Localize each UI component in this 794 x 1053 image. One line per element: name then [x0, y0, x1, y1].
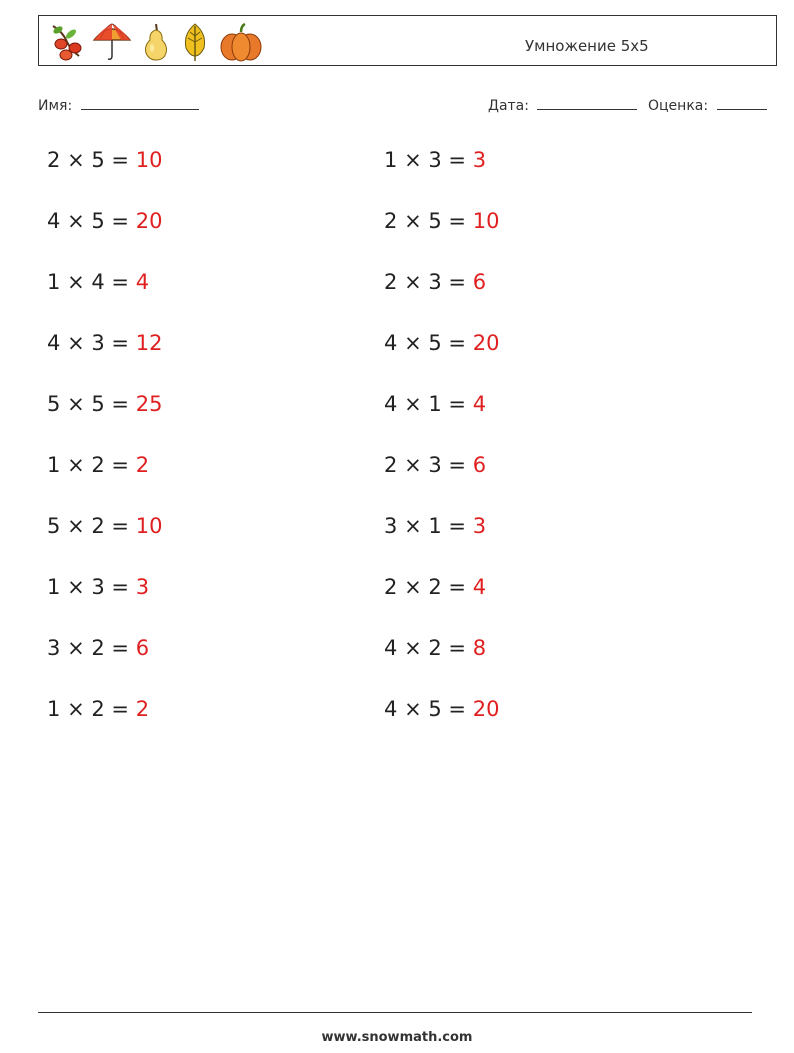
operand-a: 4	[47, 331, 61, 355]
times-sign: ×	[404, 331, 422, 355]
times-sign: ×	[404, 636, 422, 660]
problem-left-10	[47, 697, 149, 721]
operand-a: 3	[384, 514, 398, 538]
operand-a: 1	[47, 453, 61, 477]
equals-sign: =	[111, 697, 130, 721]
operand-b: 2	[428, 636, 442, 660]
answer: 2	[135, 453, 150, 477]
times-sign: ×	[67, 697, 85, 721]
equals-sign: =	[448, 392, 467, 416]
equals-sign: =	[111, 636, 130, 660]
problem-right-9	[384, 636, 486, 660]
problem-left-8	[47, 575, 149, 599]
operand-a: 3	[47, 636, 61, 660]
name-field	[38, 95, 199, 114]
operand-b: 2	[91, 636, 105, 660]
operand-b: 3	[428, 270, 442, 294]
times-sign: ×	[404, 575, 422, 599]
operand-a: 4	[384, 331, 398, 355]
problem-left-3	[47, 270, 149, 294]
times-sign: ×	[67, 636, 85, 660]
times-sign: ×	[67, 453, 85, 477]
operand-a: 2	[384, 270, 398, 294]
grade-blank	[717, 95, 767, 110]
worksheet-title: Умножение 5x5	[525, 37, 649, 55]
operand-a: 4	[384, 636, 398, 660]
equals-sign: =	[111, 392, 130, 416]
operand-a: 2	[384, 209, 398, 233]
equals-sign: =	[111, 270, 130, 294]
answer: 10	[135, 514, 163, 538]
equals-sign: =	[111, 209, 130, 233]
operand-b: 3	[428, 148, 442, 172]
problem-left-2	[47, 209, 162, 233]
answer: 3	[472, 148, 487, 172]
operand-a: 4	[384, 392, 398, 416]
operand-b: 1	[428, 392, 442, 416]
operand-b: 3	[91, 575, 105, 599]
operand-b: 5	[428, 331, 442, 355]
operand-a: 1	[47, 697, 61, 721]
equals-sign: =	[448, 270, 467, 294]
equals-sign: =	[111, 148, 130, 172]
equals-sign: =	[448, 209, 467, 233]
answer: 10	[472, 209, 500, 233]
grade-label: Оценка:	[648, 98, 709, 114]
problem-right-5	[384, 392, 486, 416]
footer-url: www.snowmath.com	[321, 1030, 473, 1045]
equals-sign: =	[111, 514, 130, 538]
problem-left-5	[47, 392, 162, 416]
operand-b: 1	[428, 514, 442, 538]
date-field	[488, 95, 637, 114]
operand-a: 4	[384, 697, 398, 721]
problem-left-1	[47, 148, 162, 172]
answer: 25	[135, 392, 163, 416]
times-sign: ×	[67, 575, 85, 599]
operand-a: 1	[384, 148, 398, 172]
answer: 12	[135, 331, 163, 355]
name-blank	[81, 95, 199, 110]
grade-field	[648, 95, 767, 114]
times-sign: ×	[404, 392, 422, 416]
answer: 3	[472, 514, 487, 538]
times-sign: ×	[404, 514, 422, 538]
times-sign: ×	[404, 697, 422, 721]
times-sign: ×	[404, 453, 422, 477]
problem-right-10	[384, 697, 499, 721]
date-blank	[537, 95, 637, 110]
equals-sign: =	[448, 331, 467, 355]
name-label: Имя:	[38, 98, 73, 114]
answer: 20	[472, 331, 500, 355]
leaf-icon	[180, 22, 210, 62]
operand-b: 5	[91, 209, 105, 233]
answer: 20	[135, 209, 163, 233]
operand-b: 3	[91, 331, 105, 355]
operand-a: 5	[47, 514, 61, 538]
problem-right-1	[384, 148, 486, 172]
problem-right-3	[384, 270, 486, 294]
problem-left-6	[47, 453, 149, 477]
answer: 20	[472, 697, 500, 721]
times-sign: ×	[67, 270, 85, 294]
problem-right-8	[384, 575, 486, 599]
problem-right-6	[384, 453, 486, 477]
operand-a: 2	[47, 148, 61, 172]
footer-divider	[38, 1012, 752, 1013]
equals-sign: =	[111, 453, 130, 477]
operand-a: 4	[47, 209, 61, 233]
answer: 4	[135, 270, 150, 294]
operand-a: 1	[47, 270, 61, 294]
times-sign: ×	[67, 209, 85, 233]
times-sign: ×	[67, 392, 85, 416]
answer: 2	[135, 697, 150, 721]
times-sign: ×	[67, 514, 85, 538]
equals-sign: =	[448, 148, 467, 172]
operand-b: 2	[91, 453, 105, 477]
pear-icon	[141, 22, 171, 62]
problem-left-9	[47, 636, 149, 660]
equals-sign: =	[448, 514, 467, 538]
equals-sign: =	[448, 575, 467, 599]
umbrella-icon	[92, 22, 132, 62]
equals-sign: =	[111, 575, 130, 599]
times-sign: ×	[67, 331, 85, 355]
operand-a: 2	[384, 575, 398, 599]
problem-left-4	[47, 331, 162, 355]
operand-b: 5	[428, 697, 442, 721]
operand-a: 1	[47, 575, 61, 599]
equals-sign: =	[111, 331, 130, 355]
answer: 3	[135, 575, 150, 599]
rosehip-icon	[49, 22, 83, 62]
problem-right-2	[384, 209, 499, 233]
operand-a: 5	[47, 392, 61, 416]
times-sign: ×	[67, 148, 85, 172]
equals-sign: =	[448, 636, 467, 660]
answer: 8	[472, 636, 487, 660]
header-icons	[49, 21, 263, 63]
date-label: Дата:	[488, 98, 529, 114]
operand-b: 5	[91, 392, 105, 416]
problem-left-7	[47, 514, 162, 538]
problem-right-7	[384, 514, 486, 538]
worksheet-header	[38, 15, 777, 66]
times-sign: ×	[404, 270, 422, 294]
answer: 6	[135, 636, 150, 660]
times-sign: ×	[404, 209, 422, 233]
operand-b: 2	[91, 697, 105, 721]
problem-right-4	[384, 331, 499, 355]
operand-b: 2	[91, 514, 105, 538]
equals-sign: =	[448, 697, 467, 721]
answer: 6	[472, 453, 487, 477]
operand-b: 5	[91, 148, 105, 172]
times-sign: ×	[404, 148, 422, 172]
operand-b: 5	[428, 209, 442, 233]
answer: 4	[472, 392, 487, 416]
equals-sign: =	[448, 453, 467, 477]
operand-b: 4	[91, 270, 105, 294]
pumpkin-icon	[219, 22, 263, 62]
operand-b: 3	[428, 453, 442, 477]
answer: 4	[472, 575, 487, 599]
answer: 6	[472, 270, 487, 294]
answer: 10	[135, 148, 163, 172]
operand-b: 2	[428, 575, 442, 599]
operand-a: 2	[384, 453, 398, 477]
